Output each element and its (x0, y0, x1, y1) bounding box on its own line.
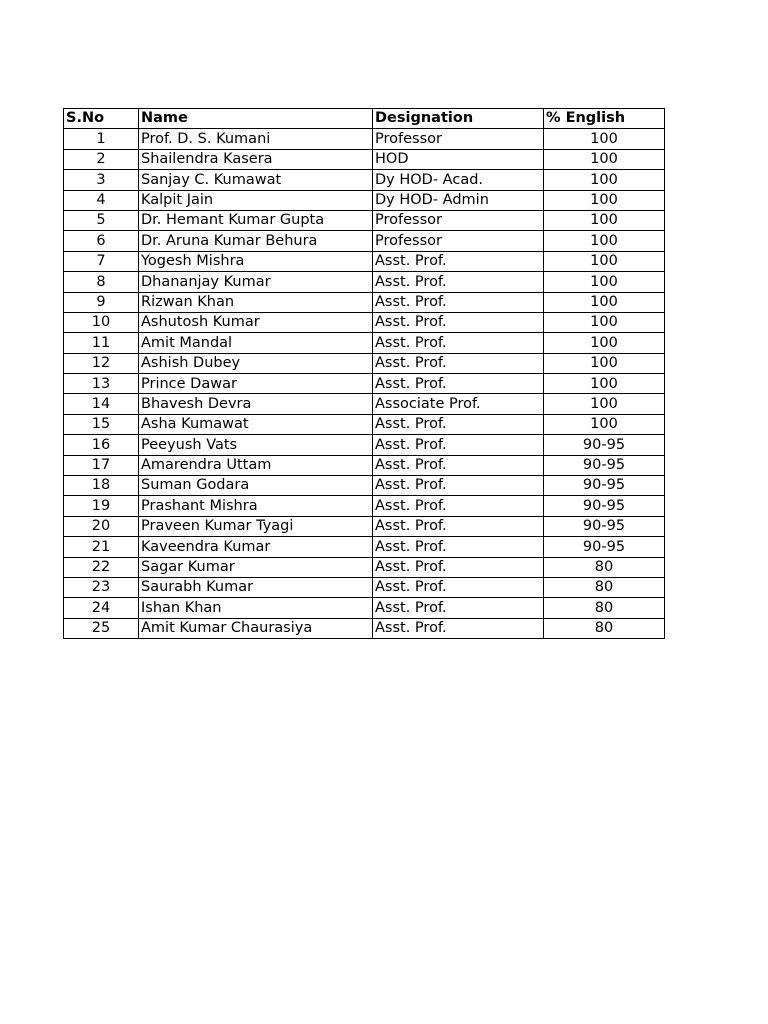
table-row (64, 272, 665, 292)
cell-designation: Asst. Prof. (373, 557, 544, 577)
cell-sno: 9 (64, 292, 139, 312)
header-row (64, 109, 665, 129)
faculty-table (63, 108, 665, 639)
cell-english: 100 (544, 272, 665, 292)
cell-english: 100 (544, 312, 665, 332)
cell-sno: 1 (64, 129, 139, 149)
cell-name: Asha Kumawat (139, 414, 373, 434)
table-row (64, 190, 665, 210)
cell-designation: Professor (373, 210, 544, 230)
table-row (64, 516, 665, 536)
cell-name: Amarendra Uttam (139, 455, 373, 475)
table-row (64, 251, 665, 271)
cell-sno: 24 (64, 598, 139, 618)
cell-sno: 16 (64, 435, 139, 455)
cell-english: 100 (544, 129, 665, 149)
header-designation: Designation (373, 109, 544, 129)
cell-name: Suman Godara (139, 476, 373, 496)
cell-designation: Asst. Prof. (373, 272, 544, 292)
cell-sno: 14 (64, 394, 139, 414)
cell-designation: Dy HOD- Acad. (373, 170, 544, 190)
cell-name: Ashish Dubey (139, 353, 373, 373)
table-row (64, 557, 665, 577)
cell-name: Prof. D. S. Kumani (139, 129, 373, 149)
header-sno: S.No (64, 109, 139, 129)
cell-designation: Asst. Prof. (373, 374, 544, 394)
cell-name: Saurabh Kumar (139, 577, 373, 597)
cell-english: 100 (544, 170, 665, 190)
cell-name: Peeyush Vats (139, 435, 373, 455)
cell-name: Yogesh Mishra (139, 251, 373, 271)
cell-designation: Professor (373, 231, 544, 251)
table-row (64, 618, 665, 638)
table-row (64, 414, 665, 434)
table-row (64, 394, 665, 414)
table-row (64, 374, 665, 394)
cell-sno: 3 (64, 170, 139, 190)
cell-english: 100 (544, 149, 665, 169)
table-row (64, 333, 665, 353)
cell-sno: 22 (64, 557, 139, 577)
cell-sno: 15 (64, 414, 139, 434)
table-body (64, 129, 665, 639)
cell-designation: Asst. Prof. (373, 251, 544, 271)
cell-sno: 11 (64, 333, 139, 353)
cell-name: Ashutosh Kumar (139, 312, 373, 332)
table-row (64, 312, 665, 332)
cell-sno: 17 (64, 455, 139, 475)
cell-designation: Asst. Prof. (373, 496, 544, 516)
cell-designation: Asst. Prof. (373, 598, 544, 618)
cell-sno: 7 (64, 251, 139, 271)
cell-name: Amit Kumar Chaurasiya (139, 618, 373, 638)
cell-english: 100 (544, 190, 665, 210)
cell-name: Shailendra Kasera (139, 149, 373, 169)
cell-sno: 20 (64, 516, 139, 536)
cell-english: 90-95 (544, 537, 665, 557)
cell-english: 100 (544, 374, 665, 394)
cell-designation: Asst. Prof. (373, 455, 544, 475)
cell-english: 100 (544, 414, 665, 434)
cell-english: 90-95 (544, 496, 665, 516)
cell-sno: 21 (64, 537, 139, 557)
cell-designation: Professor (373, 129, 544, 149)
cell-english: 90-95 (544, 455, 665, 475)
header-english: % English (544, 109, 665, 129)
cell-name: Kalpit Jain (139, 190, 373, 210)
cell-sno: 23 (64, 577, 139, 597)
table-row (64, 496, 665, 516)
header-name: Name (139, 109, 373, 129)
cell-english: 80 (544, 618, 665, 638)
cell-sno: 4 (64, 190, 139, 210)
table-row (64, 170, 665, 190)
cell-designation: Asst. Prof. (373, 577, 544, 597)
table-row (64, 476, 665, 496)
cell-name: Dr. Aruna Kumar Behura (139, 231, 373, 251)
cell-name: Ishan Khan (139, 598, 373, 618)
cell-designation: Asst. Prof. (373, 476, 544, 496)
table-row (64, 455, 665, 475)
table-row (64, 231, 665, 251)
cell-english: 90-95 (544, 476, 665, 496)
table-row (64, 129, 665, 149)
cell-sno: 19 (64, 496, 139, 516)
cell-name: Dr. Hemant Kumar Gupta (139, 210, 373, 230)
cell-sno: 8 (64, 272, 139, 292)
cell-english: 100 (544, 210, 665, 230)
table-row (64, 149, 665, 169)
cell-name: Prashant Mishra (139, 496, 373, 516)
cell-designation: Dy HOD- Admin (373, 190, 544, 210)
cell-designation: HOD (373, 149, 544, 169)
cell-sno: 6 (64, 231, 139, 251)
cell-name: Praveen Kumar Tyagi (139, 516, 373, 536)
table-row (64, 577, 665, 597)
cell-designation: Asst. Prof. (373, 353, 544, 373)
cell-sno: 12 (64, 353, 139, 373)
cell-english: 90-95 (544, 435, 665, 455)
cell-name: Amit Mandal (139, 333, 373, 353)
cell-designation: Asst. Prof. (373, 618, 544, 638)
cell-designation: Associate Prof. (373, 394, 544, 414)
table-row (64, 353, 665, 373)
cell-name: Sanjay C. Kumawat (139, 170, 373, 190)
table-row (64, 292, 665, 312)
cell-designation: Asst. Prof. (373, 516, 544, 536)
cell-english: 100 (544, 394, 665, 414)
cell-sno: 2 (64, 149, 139, 169)
cell-designation: Asst. Prof. (373, 435, 544, 455)
cell-english: 100 (544, 353, 665, 373)
cell-sno: 5 (64, 210, 139, 230)
cell-english: 100 (544, 231, 665, 251)
cell-english: 100 (544, 333, 665, 353)
cell-name: Prince Dawar (139, 374, 373, 394)
cell-name: Rizwan Khan (139, 292, 373, 312)
cell-designation: Asst. Prof. (373, 292, 544, 312)
cell-designation: Asst. Prof. (373, 333, 544, 353)
cell-english: 100 (544, 292, 665, 312)
cell-name: Kaveendra Kumar (139, 537, 373, 557)
cell-designation: Asst. Prof. (373, 414, 544, 434)
cell-name: Sagar Kumar (139, 557, 373, 577)
cell-sno: 18 (64, 476, 139, 496)
cell-english: 80 (544, 557, 665, 577)
cell-english: 80 (544, 577, 665, 597)
cell-designation: Asst. Prof. (373, 312, 544, 332)
cell-sno: 10 (64, 312, 139, 332)
cell-sno: 25 (64, 618, 139, 638)
table-row (64, 435, 665, 455)
table-row (64, 210, 665, 230)
cell-english: 80 (544, 598, 665, 618)
table-row (64, 598, 665, 618)
cell-sno: 13 (64, 374, 139, 394)
cell-name: Bhavesh Devra (139, 394, 373, 414)
cell-name: Dhananjay Kumar (139, 272, 373, 292)
table-row (64, 537, 665, 557)
cell-designation: Asst. Prof. (373, 537, 544, 557)
cell-english: 90-95 (544, 516, 665, 536)
cell-english: 100 (544, 251, 665, 271)
